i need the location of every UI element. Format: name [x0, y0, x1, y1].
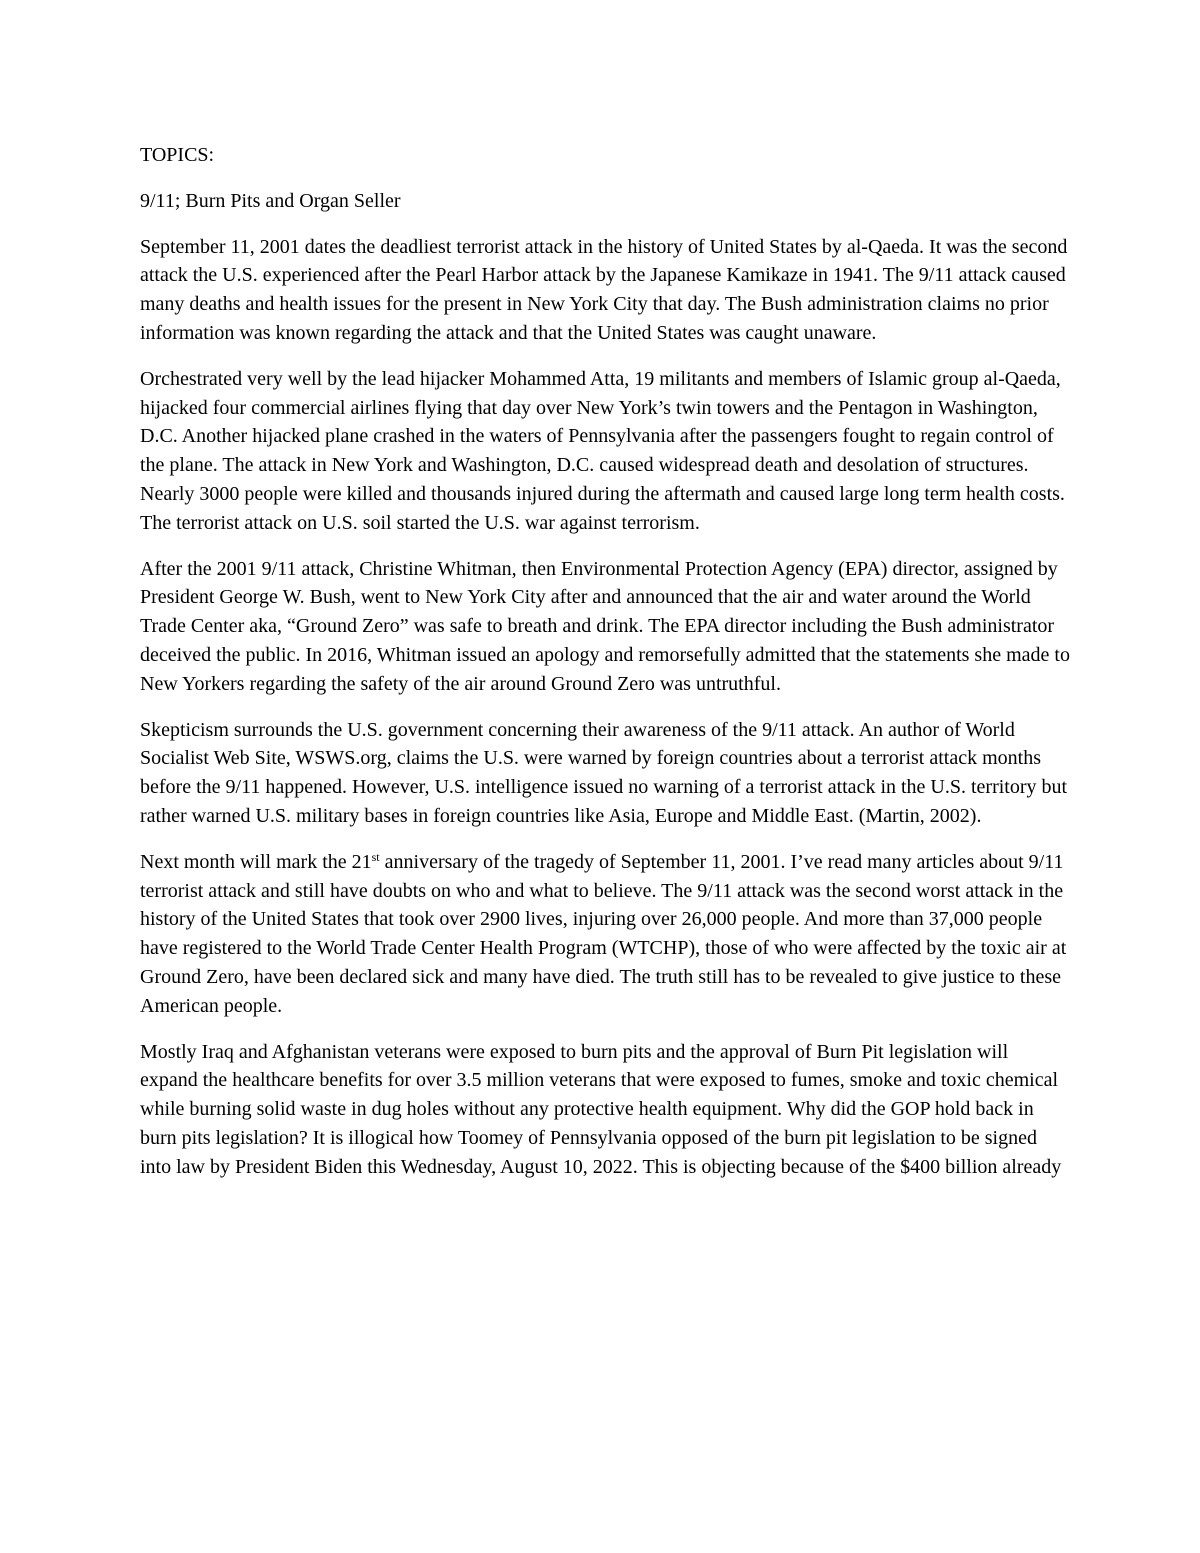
- paragraph-skepticism: Skepticism surrounds the U.S. government concerning their awareness of the 9/11 attack. An author of World Socialist Web Site, WSWS.org, claims the U.S. were warned by foreign countries about a terrorist attack months before the 9/11 happened. However, U.S. intelligence issued no warning of a terrorist attack in the U.S. territory but rather warned U.S. military bases in foreign countries like Asia, Europe and Middle East. (Martin, 2002).: [140, 718, 1068, 827]
- paragraph-orchestrated: Orchestrated very well by the lead hijacker Mohammed Atta, 19 militants and members of Islamic group al-Qaeda, hijacked four commercial airlines flying that day over New York’s twin towers and the Pentagon in Washington, D.C. Another hijacked plane crashed in the waters of Pennsylvania after the passengers fought to regain control of the plane. The attack in New York and Washington, D.C. caused widespread death and desolation of structures. Nearly 3000 people were killed and thousands injured during the aftermath and caused large long term health costs. The terrorist attack on U.S. soil started the U.S. war against terrorism.: [140, 367, 1065, 534]
- document-body: [140, 141, 1070, 1199]
- topics-heading: TOPICS:: [140, 144, 215, 166]
- anniversary-text-before: Next month will mark the 21: [140, 850, 372, 873]
- topics-subheading: 9/11; Burn Pits and Organ Seller: [140, 189, 401, 212]
- paragraph-epa: After the 2001 9/11 attack, Christine Whitman, then Environmental Protection Agency (EPA) director, assigned by President George W. Bush, went to New York City after and announced that the air and water around the World Trade Center aka, “Ground Zero” was safe to breath and drink. The EPA director including the Bush administrator deceived the public. In 2016, Whitman issued an apology and remorsefully admitted that the statements she made to New Yorkers regarding the safety of the air around Ground Zero was untruthful.: [140, 557, 1070, 695]
- paragraph-burn-pits: Mostly Iraq and Afghanistan veterans were exposed to burn pits and the approval of Burn Pit legislation will expand the healthcare benefits for over 3.5 million veterans that were exposed to fumes, smoke and toxic chemical while burning solid waste in dug holes without any protective health equipment. Why did the GOP hold back in burn pits legislation? It is illogical how Toomey of Pennsylvania opposed of the burn pit legislation to be signed into law by President Biden this Wednesday, August 10, 2022. This is objecting because of the $400 billion already: [140, 1040, 1062, 1178]
- paragraph-september-11: September 11, 2001 dates the deadliest terrorist attack in the history of United States by al-Qaeda. It was the second attack the U.S. experienced after the Pearl Harbor attack by the Japanese Kamikaze in 1941. The 9/11 attack caused many deaths and health issues for the present in New York City that day. The Bush administration claims no prior information was known regarding the attack and that the United States was caught unaware.: [140, 235, 1068, 344]
- paragraph-anniversary: [140, 848, 1070, 1021]
- ordinal-superscript: st: [371, 849, 380, 864]
- anniversary-text-after: anniversary of the tragedy of September 11, 2001. I’ve read many articles about 9/11 terrorist attack and still have doubts on who and what to believe. The 9/11 attack was the second worst attack in the history of the United States that took over 2900 lives, injuring over 26,000 people. And more than 37,000 people have registered to the World Trade Center Health Program (WTCHP), those of who were affected by the toxic air at Ground Zero, have been declared sick and many have died. The truth still has to be revealed to give justice to these American people.: [140, 850, 1067, 1017]
